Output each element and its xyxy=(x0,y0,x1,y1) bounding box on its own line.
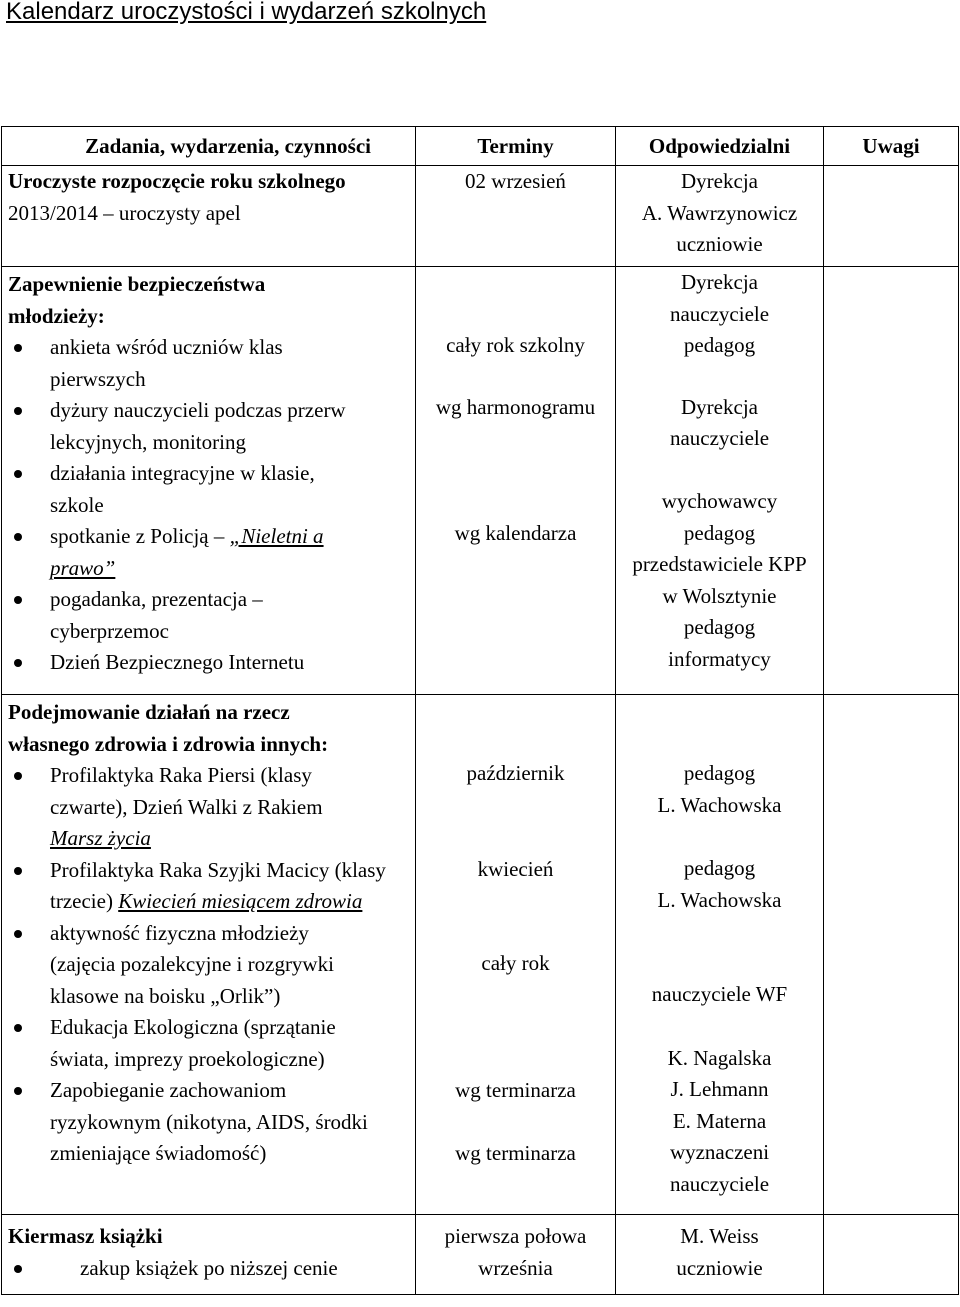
responsible-name: M. Weiss xyxy=(680,1224,759,1248)
responsible-name: pedagog xyxy=(683,856,756,880)
list-item: działania integracyjne w klasie, szkole xyxy=(8,458,415,521)
responsible-name: pedagog xyxy=(683,761,756,785)
term-value: wg terminarza xyxy=(455,1140,576,1165)
term-value: kwiecień xyxy=(477,856,554,881)
responsible-name: J. Lehmann xyxy=(670,1077,769,1101)
list-item: Dzień Bezpiecznego Internetu xyxy=(8,647,415,679)
responsible-cell xyxy=(616,166,824,267)
task-list xyxy=(8,332,415,679)
list-item-link[interactable]: „Nieletni a prawo” xyxy=(50,524,324,580)
header-notes: Uwagi xyxy=(824,127,959,166)
list-item: Edukacja Ekologiczna (sprzątanie świata, imprezy proekologiczne) xyxy=(8,1012,415,1075)
list-item: pogadanka, prezentacja – cyberprzemoc xyxy=(8,584,415,647)
responsible-name: nauczyciele xyxy=(669,1171,770,1196)
responsible-name: pedagog xyxy=(683,520,756,545)
header-terms: Terminy xyxy=(416,127,616,166)
responsible-name: uczniowie xyxy=(676,1255,763,1280)
responsible-cell xyxy=(616,1215,824,1295)
list-item: zakup książek po niższej cenie xyxy=(8,1253,415,1285)
notes-cell xyxy=(824,166,959,267)
list-item-link[interactable]: Kwiecień miesiącem zdrowia xyxy=(118,889,363,913)
responsible-name: wychowawcy xyxy=(661,489,778,513)
responsible-name: nauczyciele xyxy=(669,301,770,326)
responsible-name: uczniowie xyxy=(676,232,763,256)
responsible-name: nauczyciele xyxy=(669,426,770,450)
responsible-name: nauczyciele WF xyxy=(651,982,788,1006)
responsible-cell xyxy=(616,267,824,695)
list-item-text: Profilaktyka Raka Piersi (klasy czwarte), Dzień Walki z Rakiem xyxy=(50,763,323,819)
table-row xyxy=(2,695,959,1215)
task-heading: Uroczyste rozpoczęcie roku szkolnego xyxy=(8,169,346,193)
responsible-name: Dyrekcja xyxy=(681,270,758,294)
term-cell xyxy=(416,166,616,267)
list-item: ankieta wśród uczniów klas pierwszych xyxy=(8,332,415,395)
list-item-text: Profilaktyka Raka Szyjki Macicy (klasy trzecie) xyxy=(50,857,386,913)
notes-cell xyxy=(824,695,959,1215)
list-item: Zapobieganie zachowaniom ryzykownym (nikotyna, AIDS, środki zmieniające świadomość) xyxy=(8,1075,415,1170)
responsible-name: E. Materna xyxy=(672,1108,767,1133)
table-row xyxy=(2,166,959,267)
list-item-link[interactable]: Marsz życia xyxy=(50,826,151,850)
responsible-name: pedagog xyxy=(683,615,756,639)
task-list xyxy=(8,760,415,1170)
term-value: cały rok szkolny xyxy=(446,333,585,357)
responsible-name: przedstawiciele KPP xyxy=(632,552,807,576)
responsible-name: w Wolsztynie xyxy=(662,583,777,608)
notes-cell xyxy=(824,1215,959,1295)
task-heading: Podejmowanie działań na rzecz własnego zdrowia i zdrowia innych: xyxy=(8,700,329,756)
task-cell xyxy=(2,695,416,1215)
task-cell xyxy=(2,267,416,695)
responsible-name: Dyrekcja xyxy=(681,394,758,419)
list-item xyxy=(8,760,415,855)
term-value: wg kalendarza xyxy=(454,521,577,545)
term-value: pierwsza połowa xyxy=(444,1224,587,1248)
task-cell xyxy=(2,1215,416,1295)
list-item xyxy=(8,521,415,584)
responsible-name: K. Nagalska xyxy=(667,1045,772,1070)
list-item: dyżury nauczycieli podczas przerw lekcyjnych, monitoring xyxy=(8,395,415,458)
term-value: wg terminarza xyxy=(455,1077,576,1102)
responsible-name: L. Wachowska xyxy=(657,887,782,912)
term-cell xyxy=(416,1215,616,1295)
task-heading: Zapewnienie bezpieczeństwa młodzieży: xyxy=(8,272,266,328)
term-cell xyxy=(416,695,616,1215)
list-item xyxy=(8,855,415,918)
responsible-cell xyxy=(616,695,824,1215)
page-title: Kalendarz uroczystości i wydarzeń szkolnych xyxy=(6,0,487,25)
responsible-name: A. Wawrzynowicz xyxy=(641,200,798,225)
notes-cell xyxy=(824,267,959,695)
responsible-name: pedagog xyxy=(683,333,756,357)
header-tasks: Zadania, wydarzenia, czynności xyxy=(2,127,416,166)
task-detail: 2013/2014 – uroczysty apel xyxy=(8,200,241,225)
term-value: 02 wrzesień xyxy=(465,169,566,193)
responsible-name: Dyrekcja xyxy=(681,169,758,193)
term-value: cały rok xyxy=(481,951,550,975)
term-cell xyxy=(416,267,616,695)
task-list xyxy=(8,1253,415,1285)
task-heading: Kiermasz książki xyxy=(8,1224,163,1248)
task-cell xyxy=(2,166,416,267)
table-row xyxy=(2,1215,959,1295)
responsible-name: L. Wachowska xyxy=(657,792,782,817)
responsible-name: wyznaczeni xyxy=(669,1140,770,1164)
table-header-row xyxy=(2,127,959,166)
list-item-text: spotkanie z Policją – xyxy=(50,524,225,548)
term-value: września xyxy=(478,1255,553,1280)
term-value: wg harmonogramu xyxy=(435,394,596,419)
events-table xyxy=(1,126,959,1295)
responsible-name: informatycy xyxy=(668,646,771,671)
header-responsible: Odpowiedzialni xyxy=(616,127,824,166)
term-value: październik xyxy=(466,761,565,785)
list-item: aktywność fizyczna młodzieży (zajęcia pozalekcyjne i rozgrywki klasowe na boisku „Orlik”) xyxy=(8,918,415,1013)
table-row xyxy=(2,267,959,695)
